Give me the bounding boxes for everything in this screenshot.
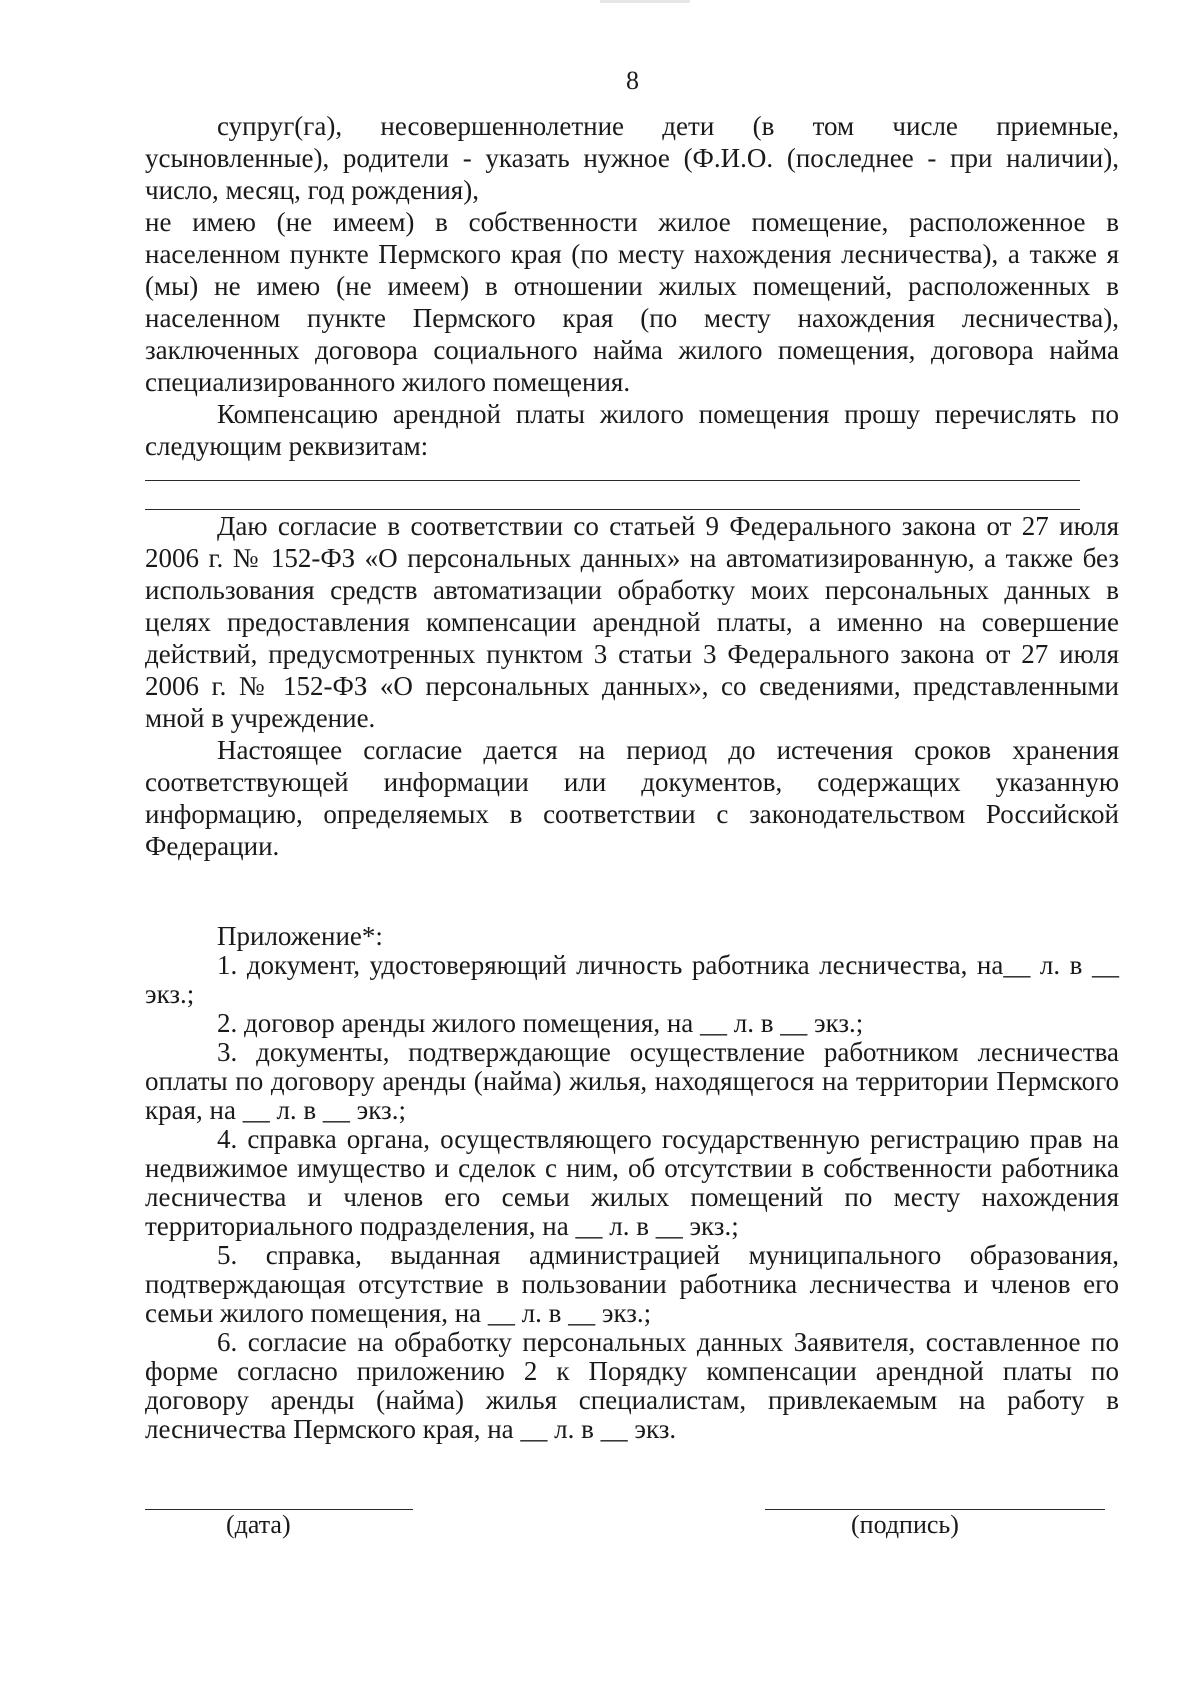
signature-label: (подпись): [851, 1510, 959, 1539]
appendix-item: 6. согласие на обработку персональных данных Заявителя, составленное по форме согласно приложению 2 к Порядку компенсации арендной платы по договору аренды (найма) жилья специалистам, привлекаемым на работу в лесничества Пермского края, на __ л. в __ экз.: [145, 1327, 1119, 1444]
paragraph-consent: Даю согласие в соответствии со статьей 9 Федерального закона от 27 июля 2006 г. № 152-ФЗ «О персональных данных» на автоматизированную, а также без использования средств автоматизации обработку моих персональных данных в целях предоставления компенсации арендной платы, а именно на совершение действий, предусмотренных пунктом 3 статьи 3 Федерального закона от 27 июля 2006 г. № 152-ФЗ «О персональных данных», со сведениями, представленными мной в учреждение.: [145, 511, 1119, 733]
paragraph-family-members: супруг(га), несовершеннолетние дети (в том числе приемные, усыновленные), родители - указать нужное (Ф.И.О. (последнее - при наличии), число, месяц, год рождения),: [145, 111, 1119, 205]
appendix-heading: Приложение*:: [217, 921, 383, 951]
scan-edge-mark: [600, 0, 690, 3]
appendix-item: 3. документы, подтверждающие осуществление работником лесничества оплаты по договору аренды (найма) жилья, находящегося на территории Пермского края, на __ л. в __ экз.;: [145, 1037, 1119, 1125]
date-label: (дата): [226, 1510, 291, 1539]
appendix-item: 1. документ, удостоверяющий личность работника лесничества, на__ л. в __ экз.;: [145, 950, 1119, 1009]
requisites-line-1: [145, 480, 1080, 481]
paragraph-no-property: не имею (не имеем) в собственности жилое помещение, расположенное в населенном пункте Пермского края (по месту нахождения лесничества), а также я (мы) не имею (не имеем) в отношении жилых помещений, расположенных в населенном пункте Пермского края (по месту нахождения лесничества), заключенных договора социального найма жилого помещения, договора найма специализированного жилого помещения.: [145, 207, 1119, 397]
page-number: 8: [626, 66, 639, 95]
document-body: [145, 110, 1119, 1444]
paragraph-consent-period: Настоящее согласие дается на период до истечения сроков хранения соответствующей информации или документов, содержащих указанную информацию, определяемых в соответствии с законодательством Российской Федерации.: [145, 735, 1119, 861]
appendix-item: 2. договор аренды жилого помещения, на __ л. в __ экз.;: [217, 1008, 864, 1038]
appendix-item: 4. справка органа, осуществляющего государственную регистрацию прав на недвижимое имущество и сделок с ним, об отсутствии в собственности работника лесничества и членов его семьи жилых помещений по месту нахождения территориального подразделения, на __ л. в __ экз.;: [145, 1124, 1119, 1241]
appendix-item: 5. справка, выданная администрацией муниципального образования, подтверждающая отсутствие в пользовании работника лесничества и членов его семьи жилого помещения, на __ л. в __ экз.;: [145, 1240, 1119, 1328]
paragraph-compensation-details: Компенсацию арендной платы жилого помещения прошу перечислять по следующим реквизитам:: [145, 399, 1119, 461]
